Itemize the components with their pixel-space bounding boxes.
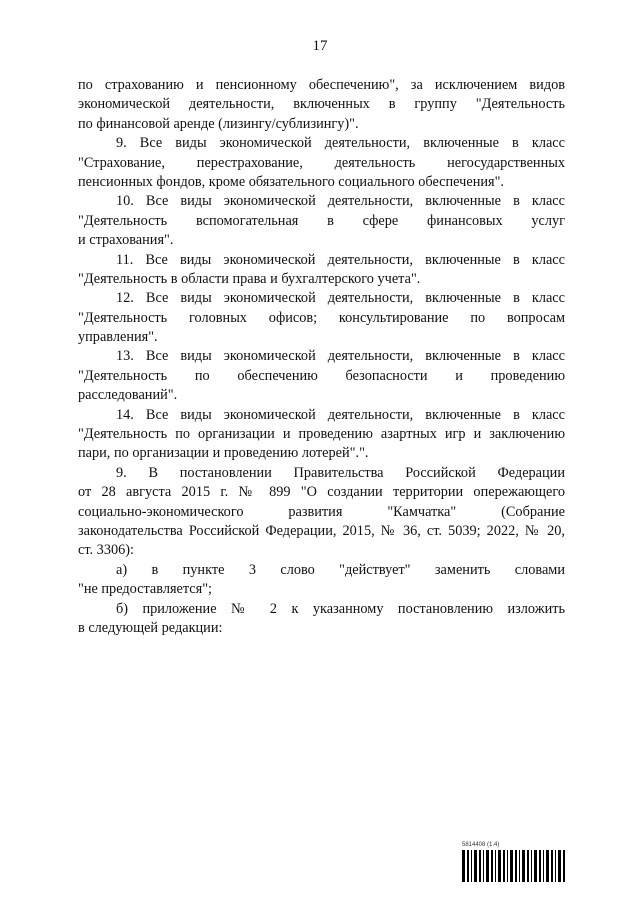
- text-line: экономической деятельности, включенных в группу "Деятельность: [78, 96, 565, 113]
- text-line: расследований".: [78, 387, 178, 404]
- barcode-block: [462, 842, 566, 882]
- barcode-caption: 5814408 (1.4): [462, 842, 500, 848]
- text-line: пари, по организации и проведению лотерей".".: [78, 445, 369, 462]
- text-line: 12. Все виды экономической деятельности, включенные в класс: [116, 290, 565, 307]
- text-line: "Деятельность головных офисов; консультирование по вопросам: [78, 309, 565, 326]
- text-line: пенсионных фондов, кроме обязательного социального обеспечения".: [78, 173, 504, 190]
- text-line: "Страхование, перестрахование, деятельность негосударственных: [78, 154, 565, 171]
- document-body: [78, 76, 565, 638]
- text-line: законодательства Российской Федерации, 2015, № 36, ст. 5039; 2022, № 20,: [78, 522, 565, 539]
- text-line: 9. Все виды экономической деятельности, включенные в класс: [116, 135, 565, 152]
- barcode-icon: [462, 850, 566, 882]
- text-line: а) в пункте 3 слово "действует" заменить словами: [116, 561, 565, 578]
- text-line: 14. Все виды экономической деятельности, включенные в класс: [116, 406, 565, 423]
- text-line: 9. В постановлении Правительства Российской Федерации: [116, 464, 565, 481]
- text-line: социально-экономического развития "Камчатка" (Собрание: [78, 503, 565, 520]
- page-number: 17: [312, 38, 328, 54]
- text-line: управления".: [78, 329, 158, 346]
- text-line: 10. Все виды экономической деятельности, включенные в класс: [116, 193, 565, 210]
- text-line: ст. 3306):: [78, 542, 134, 559]
- text-line: в следующей редакции:: [78, 619, 223, 636]
- text-line: "Деятельность в области права и бухгалтерского учета".: [78, 270, 421, 287]
- text-line: 11. Все виды экономической деятельности, включенные в класс: [116, 251, 565, 268]
- text-line: "Деятельность вспомогательная в сфере финансовых услуг: [78, 212, 565, 229]
- text-line: и страхования".: [78, 232, 174, 249]
- text-line: б) приложение № 2 к указанному постановлению изложить: [116, 600, 565, 617]
- text-line: 13. Все виды экономической деятельности, включенные в класс: [116, 348, 565, 365]
- text-line: по финансовой аренде (лизингу/сублизингу)".: [78, 115, 359, 132]
- text-line: от 28 августа 2015 г. № 899 "О создании территории опережающего: [78, 484, 565, 501]
- text-line: по страхованию и пенсионному обеспечению", за исключением видов: [78, 77, 565, 93]
- text-line: "не предоставляется";: [78, 581, 213, 598]
- text-line: "Деятельность по организации и проведению азартных игр и заключению: [78, 426, 565, 443]
- text-line: "Деятельность по обеспечению безопасности и проведению: [78, 367, 565, 384]
